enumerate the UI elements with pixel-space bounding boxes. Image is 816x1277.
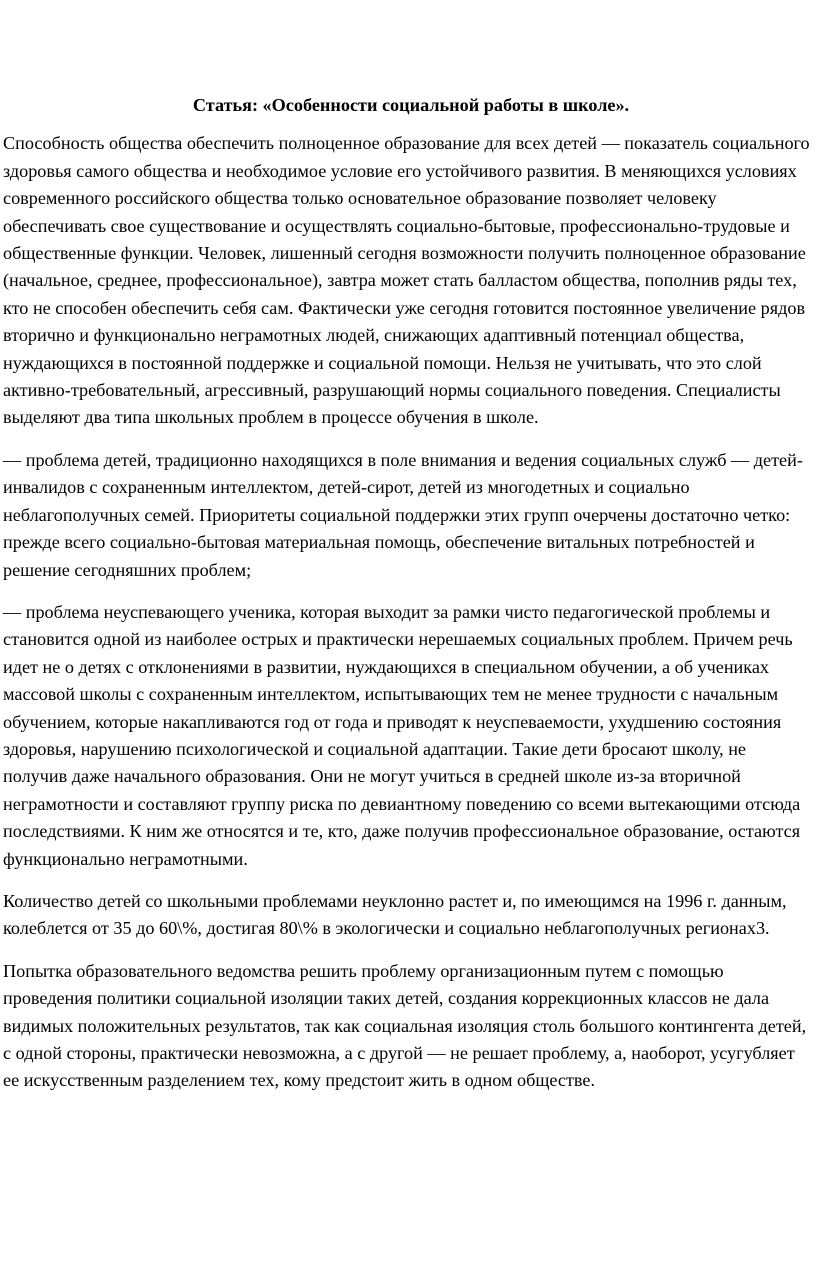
paragraph-statistics: Количество детей со школьными проблемами неуклонно растет и, по имеющимся на 1996 г. данным, колеблется от 35 до 60\%, достигая 80\% в экологически и социально неблагополучных регионах3. xyxy=(3,890,787,939)
paragraph-intro: Способность общества обеспечить полноценное образование для всех детей — показатель социального здоровья самого общества и необходимое условие его устойчивого развития. В меняющихся условиях современного российского общества только основательное образование позволяет человеку обеспечивать свое существование и осуществлять социально-бытовые, профессионально-трудовые и общественные функции. Человек, лишенный сегодня возможности получить полноценное образование (начальное, среднее, профессиональное), завтра может стать балластом общества, пополнив ряды тех, кто не способен обеспечить себя сам. Фактически уже сегодня готовится постоянное увеличение рядов вторично и функционально неграмотных людей, снижающих адаптивный потенциал общества, нуждающихся в постоянной поддержке и социальной помощи. Нельзя не учитывать, что это слой активно-требовательный, агрессивный, разрушающий нормы социального поведения. Специалисты выделяют два типа школьных проблем в процессе обучения в школе. xyxy=(3,133,810,428)
article-title: Статья: «Особенности социальной работы в школе». xyxy=(192,95,630,115)
paragraph-isolation: Попытка образовательного ведомства решить проблему организационным путем с помощью проведения политики социальной изоляции таких детей, создания коррекционных классов не дала видимых положительных результатов, так как социальная изоляция столь большого контингента детей, с одной стороны, практически невозможна, а с другой — не решает проблему, а, наоборот, усугубляет ее искусственным разделением тех, кому предстоит жить в одном обществе. xyxy=(3,960,807,1091)
paragraph-problem-two: — проблема неуспевающего ученика, которая выходит за рамки чисто педагогической проблемы и становится одной из наиболее острых и практически нерешаемых социальных проблем. Причем речь идет не о детях с отклонениями в развитии, нуждающихся в специальном обучении, а об учениках массовой школы с сохраненным интеллектом, испытывающих тем не менее трудности с начальным обучением, которые накапливаются год от года и приводят к неуспеваемости, ухудшению состояния здоровья, нарушению психологической и социальной адаптации. Такие дети бросают школу, не получив даже начального образования. Они не могут учиться в средней школе из-за вторичной неграмотности и составляют группу риска по девиантному поведению со всеми вытекающими отсюда последствиями. К ним же относятся и те, кто, даже получив профессиональное образование, остаются функционально неграмотными. xyxy=(3,601,801,869)
document-page xyxy=(3,92,813,1110)
paragraph-problem-one: — проблема детей, традиционно находящихся в поле внимания и ведения социальных служб — детей-инвалидов с сохраненным интеллектом, детей-сирот, детей из многодетных и социально неблагополучных семей. Приоритеты социальной поддержки этих групп очерчены достаточно четко: прежде всего социально-бытовая материальная помощь, обеспечение витальных потребностей и решение сегодняшних проблем; xyxy=(3,449,803,580)
